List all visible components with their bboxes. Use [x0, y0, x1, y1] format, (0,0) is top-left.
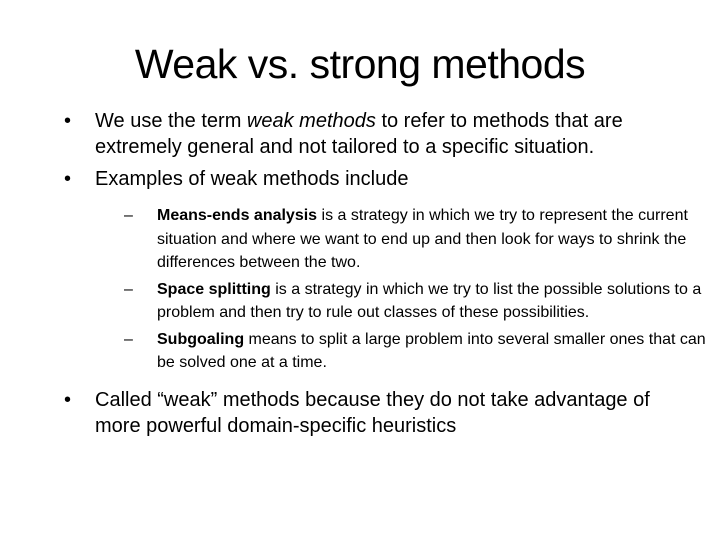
term-description: means to split a large problem into several smaller ones that can be solved one at a time. [157, 330, 706, 371]
dash-icon: – [124, 207, 133, 224]
bullet-item [64, 387, 684, 439]
sub-bullet-list [95, 204, 706, 375]
term-description: is a strategy in which we try to list the possible solutions to a problem and then try to rule out classes of these possibilities. [157, 280, 702, 321]
dash-icon: – [124, 330, 133, 348]
bullet-item [64, 108, 684, 160]
bullet-text-start: We use the term [95, 110, 247, 132]
dash-icon: – [124, 280, 133, 298]
bullet-text: Called “weak” methods because they do not take advantage of more powerful domain-specific heuristics [95, 388, 650, 437]
bullet-icon: • [64, 388, 72, 411]
bullet-item [64, 166, 706, 375]
bullet-icon: • [64, 168, 72, 190]
sub-bullet-item [124, 278, 717, 325]
sub-bullet-item [124, 204, 717, 275]
term: Means-ends analysis [157, 207, 318, 224]
bullet-icon: • [64, 110, 72, 132]
term: Subgoaling [157, 330, 245, 348]
bullet-emphasis: weak methods [246, 110, 376, 132]
bullet-text-end: to refer to methods that are extremely general and not tailored to a specific situation. [95, 110, 623, 158]
slide-title: Weak vs. strong methods [134, 41, 586, 87]
bullet-text: Examples of weak methods include [95, 168, 409, 190]
term: Space splitting [157, 280, 271, 298]
term-description: is a strategy in which we try to represent the current situation and where we want to end up and then look for ways to shrink the differences between the two. [157, 207, 688, 271]
sub-bullet-item [124, 328, 717, 375]
bullet-list [64, 108, 706, 445]
